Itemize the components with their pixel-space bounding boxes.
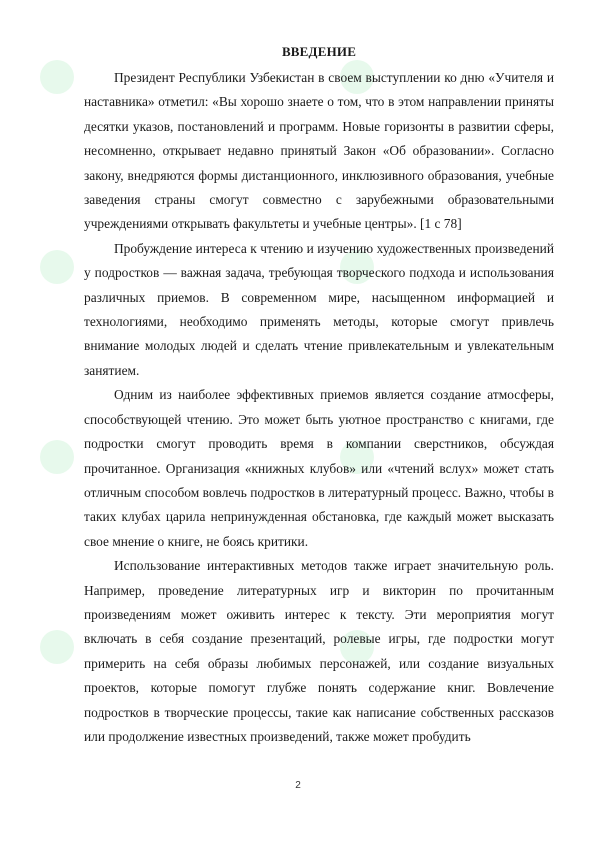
page-number: 2	[295, 780, 301, 791]
document-body	[84, 44, 554, 749]
watermark-mark	[40, 60, 74, 94]
paragraph-2: Пробуждение интереса к чтению и изучению художественных произведений у подростков — важная задача, требующая творческого подхода и использования различных приемов. В современном мире, насыщенном информацией и технологиями, необходимо применять методы, которые смогут привлечь внимание молодых людей и сделать чтение привлекательным и увлекательным занятием.	[84, 240, 554, 378]
watermark-mark	[40, 630, 74, 664]
document-title: ВВЕДЕНИЕ	[281, 44, 357, 59]
watermark-mark	[40, 440, 74, 474]
watermark-mark	[40, 250, 74, 284]
paragraph-4: Использование интерактивных методов также играет значительную роль. Например, проведение литературных игр и викторин по прочитанным произведениям может оживить интерес к тексту. Эти мероприятия могут включать в себя создание презентаций, ролевые игры, где подростки могут примерить на себя образы любимых персонажей, или создание визуальных проектов, которые помогут глубже понять содержание книг. Вовлечение подростков в творческие процессы, такие как написание собственных рассказов или продолжение известных произведений, также может пробудить	[84, 558, 554, 744]
paragraph-3: Одним из наиболее эффективных приемов является создание атмосферы, способствующей чтению. Это может быть уютное пространство с книгами, где подростки смогут проводить время в компании сверстников, обсуждая прочитанное. Организация «книжных клубов» или «чтений вслух» может стать отличным способом вовлечь подростков в литературный процесс. Важно, чтобы в таких клубах царила непринужденная обстановка, где каждый может высказать свое мнение о книге, не боясь критики.	[84, 387, 554, 549]
paragraph-1: Президент Республики Узбекистан в своем выступлении ко дню «Учителя и наставника» отметил: «Вы хорошо знаете о том, что в этом направлении приняты десятки указов, постановлений и программ. Новые горизонты в развитии сферы, несомненно, открывает недавно принятый Закон «Об образовании». Согласно закону, внедряются формы дистанционного, инклюзивного образования, учебные заведения страны смогут совместно с зарубежными образовательными учреждениями открывать факультеты и учебные центры». [1 с 78]	[84, 70, 554, 232]
watermark-left	[30, 40, 90, 800]
